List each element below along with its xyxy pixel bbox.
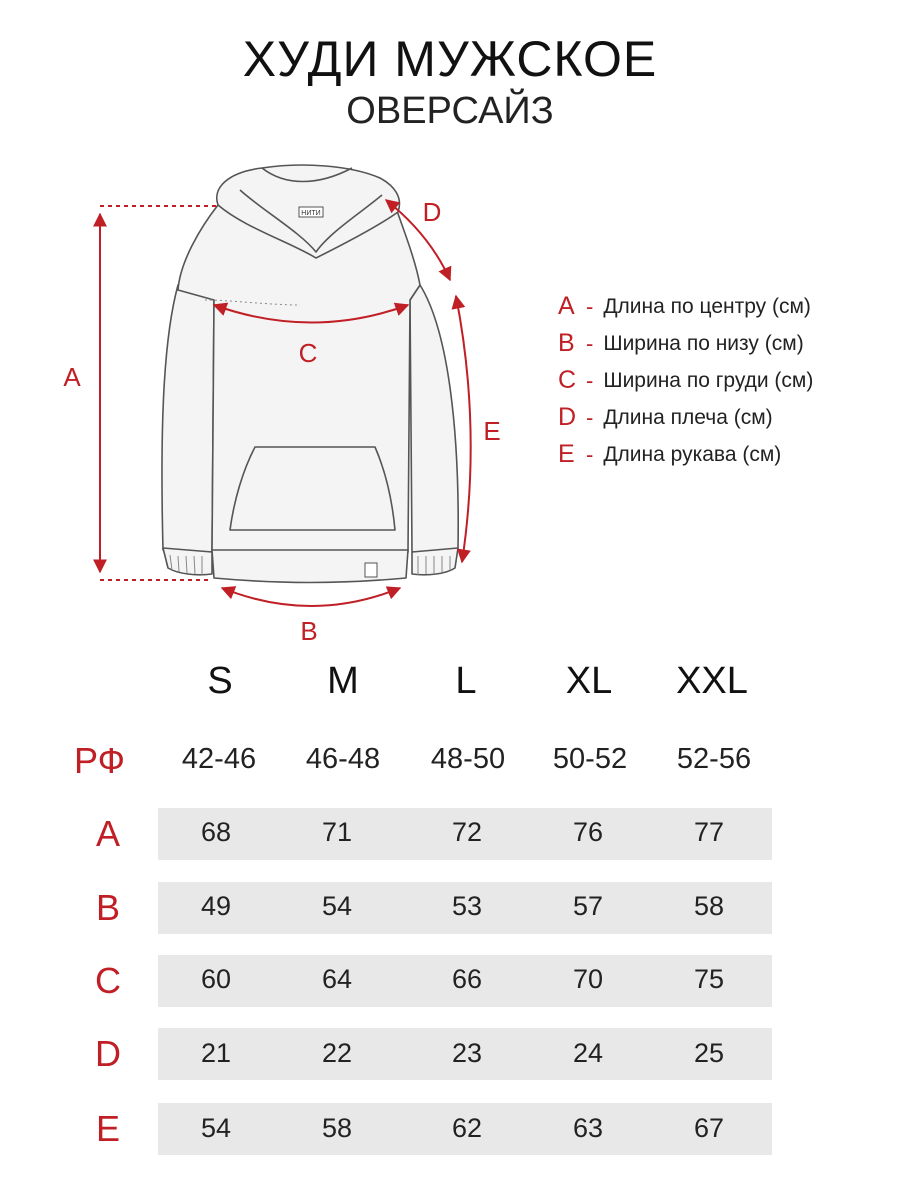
table-cell: 49 bbox=[200, 891, 232, 921]
table-cell: 66 bbox=[451, 964, 483, 994]
size-header-s: S bbox=[207, 660, 233, 702]
label-a: A bbox=[63, 362, 81, 392]
legend-item bbox=[558, 436, 813, 473]
hem-label-tag bbox=[365, 563, 377, 577]
table-cell: 54 bbox=[321, 891, 353, 921]
legend-key: D bbox=[558, 403, 577, 431]
size-header-l: L bbox=[455, 660, 477, 702]
table-cell: 60 bbox=[200, 964, 232, 994]
legend-key: C bbox=[558, 366, 577, 394]
legend-text: Длина рукава (см) bbox=[603, 442, 782, 466]
legend-dash: - bbox=[586, 330, 594, 356]
table-cell: 24 bbox=[572, 1038, 604, 1068]
rf-value: 48-50 bbox=[430, 743, 506, 775]
size-header-xl: XL bbox=[565, 660, 613, 702]
table-cell: 58 bbox=[693, 891, 725, 921]
row-label-e: E bbox=[95, 1108, 120, 1149]
hoodie-diagram bbox=[0, 150, 560, 650]
measurement-legend bbox=[558, 288, 813, 473]
legend-key: A bbox=[558, 292, 575, 320]
legend-dash: - bbox=[586, 404, 594, 430]
table-cell: 23 bbox=[451, 1038, 483, 1068]
table-cell: 63 bbox=[572, 1113, 604, 1143]
table-cell: 58 bbox=[321, 1113, 353, 1143]
rf-value: 42-46 bbox=[181, 743, 257, 775]
legend-dash: - bbox=[586, 367, 594, 393]
legend-dash: - bbox=[586, 441, 594, 467]
label-b: B bbox=[300, 616, 318, 646]
legend-item bbox=[558, 399, 813, 436]
page-subtitle: ОВЕРСАЙЗ bbox=[346, 90, 554, 132]
table-cell: 21 bbox=[200, 1038, 232, 1068]
table-cell: 70 bbox=[572, 964, 604, 994]
legend-dash: - bbox=[586, 293, 594, 319]
table-cell: 68 bbox=[200, 817, 232, 847]
hoodie-illustration bbox=[162, 165, 458, 582]
size-header-m: M bbox=[327, 660, 359, 702]
label-e: E bbox=[483, 416, 501, 446]
legend-text: Длина по центру (см) bbox=[603, 294, 811, 318]
table-cell: 67 bbox=[693, 1113, 725, 1143]
table-cell: 76 bbox=[572, 817, 604, 847]
measure-b bbox=[222, 588, 400, 606]
label-d: D bbox=[422, 197, 442, 227]
legend-item bbox=[558, 362, 813, 399]
table-cell: 22 bbox=[321, 1038, 353, 1068]
legend-item bbox=[558, 288, 813, 325]
legend-key: B bbox=[558, 329, 575, 357]
table-cell: 62 bbox=[451, 1113, 483, 1143]
neck-label-text: НИТИ bbox=[301, 210, 321, 217]
row-label-a: A bbox=[95, 813, 120, 854]
row-label-b: B bbox=[95, 887, 120, 928]
table-cell: 64 bbox=[321, 964, 353, 994]
table-cell: 54 bbox=[200, 1113, 232, 1143]
legend-item bbox=[558, 325, 813, 362]
rf-label: РФ bbox=[74, 740, 125, 781]
legend-text: Длина плеча (см) bbox=[603, 405, 773, 429]
rf-value: 50-52 bbox=[552, 743, 628, 775]
table-cell: 53 bbox=[451, 891, 483, 921]
table-cell: 77 bbox=[693, 817, 725, 847]
row-label-c: C bbox=[95, 960, 121, 1001]
label-c: C bbox=[298, 338, 318, 368]
table-cell: 57 bbox=[572, 891, 604, 921]
rf-value: 52-56 bbox=[676, 743, 752, 775]
size-header-xxl: XXL bbox=[676, 660, 748, 702]
table-cell: 72 bbox=[451, 817, 483, 847]
legend-text: Ширина по низу (см) bbox=[603, 331, 804, 355]
table-cell: 75 bbox=[693, 964, 725, 994]
legend-key: E bbox=[558, 440, 575, 468]
table-cell: 71 bbox=[321, 817, 353, 847]
table-cell: 25 bbox=[693, 1038, 725, 1068]
row-label-d: D bbox=[95, 1033, 121, 1074]
rf-value: 46-48 bbox=[305, 743, 381, 775]
page-title: ХУДИ МУЖСКОЕ bbox=[242, 31, 658, 87]
legend-text: Ширина по груди (см) bbox=[603, 368, 814, 392]
